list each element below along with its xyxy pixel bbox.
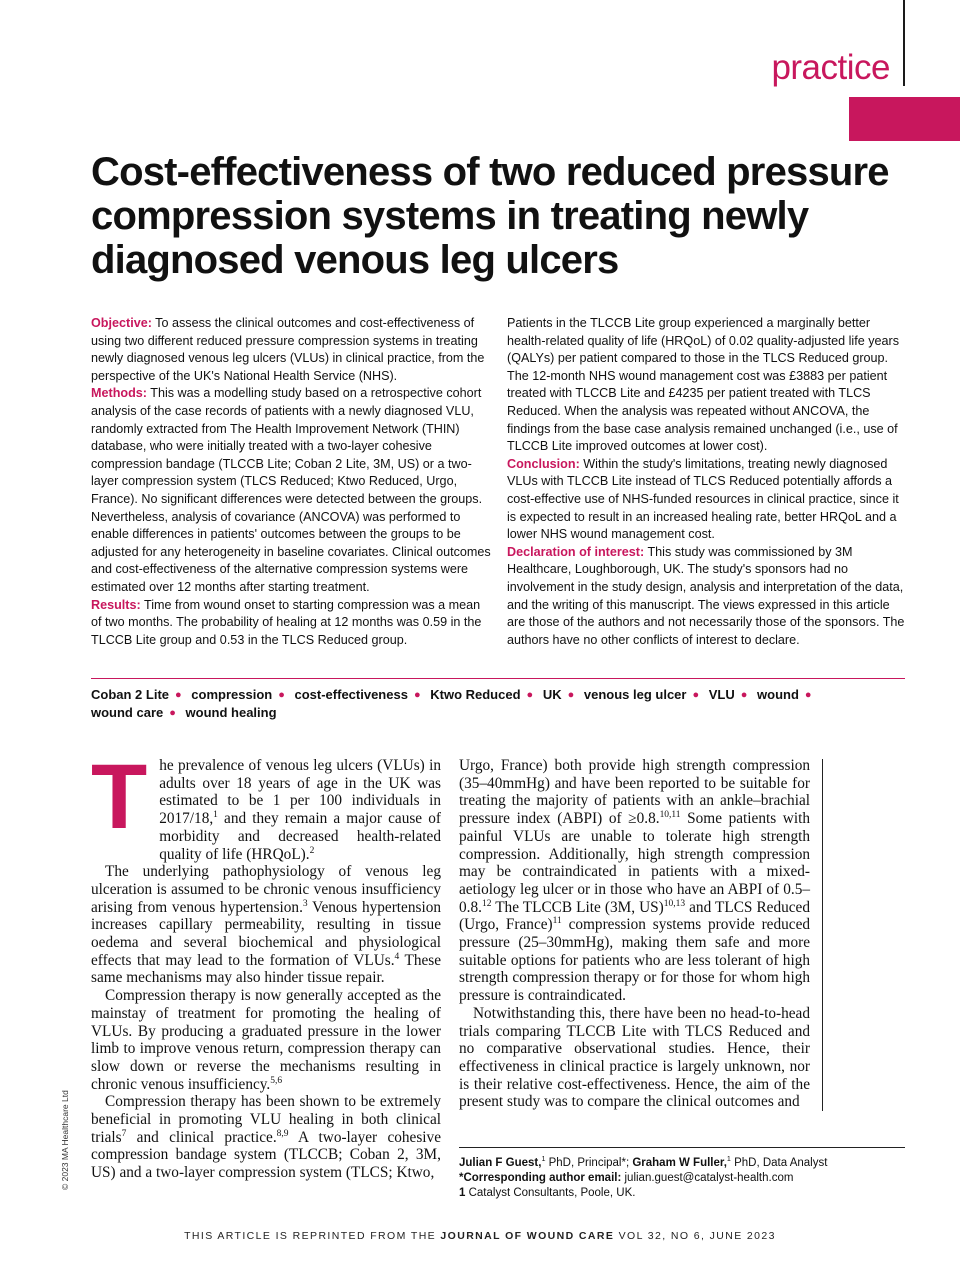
methods-text: This was a modelling study based on a retrospective cohort analysis of the case records of patients with a newly diagnosed VLU, randomly extracted from The Health Improvement Network (THIN) database, who were initially treated with a two-layer cohesive compression bandage (TLCCB Lite; Coban 2 Lite, 3M, US) or a two-layer compression system (TLCS Reduced; Ktwo Reduced, Urgo, France). No significant differences were detected between the groups. Nevertheless, analysis of covariance (ANCOVA) was performed to enable differences in patients' outcomes between the groups to be adjusted for any heterogeneity in baseline covariates. Clinical outcomes and cost-effectiveness of the alternative compression systems were estimated over 12 months after starting treatment. bbox=[91, 386, 491, 594]
drop-cap: T bbox=[91, 746, 148, 848]
footer-issue: VOL 32, NO 6, JUNE 2023 bbox=[614, 1230, 776, 1242]
author-2-ref: 1 bbox=[726, 1155, 731, 1164]
body-text: compression systems provide reduced pressure (25–30mmHg), making them safe and more suitable options for patients who are less tolerant of high strength compression therapy or for those for whom high pressure is contraindicated. bbox=[459, 916, 811, 1005]
abstract-objective bbox=[91, 315, 493, 385]
results-text: Time from wound onset to starting compression was a mean of two months. The probability of healing at 12 months was 0.59 in the TLCCB Lite group and 0.53 in the TLCS Reduced group. bbox=[91, 597, 482, 647]
keyword: wound healing bbox=[185, 705, 277, 720]
body-text: and TLCS Reduced (Urgo, France) bbox=[459, 898, 810, 934]
body-paragraph-4 bbox=[91, 1093, 441, 1182]
results-label: Results: bbox=[91, 597, 141, 612]
footer-journal: JOURNAL OF WOUND CARE bbox=[440, 1230, 615, 1242]
objective-label: Objective: bbox=[91, 316, 152, 330]
body-paragraph-6: Notwithstanding this, there have been no head-to-head trials comparing TLCCB Lite with TLCS Reduced and no comparative observational studies. Hence, their effectiveness in clinical practice is largely unknown, nor is their relative cost-effectiveness. Hence, the aim of the present study was to compare the clinical outcomes and bbox=[459, 1004, 810, 1111]
section-accent-bar bbox=[849, 97, 960, 141]
abstract-declaration bbox=[507, 544, 907, 650]
body-text: Urgo, France) both provide high strength compression (35–40mmHg) and have been reported to be suitable for treating the majority of patients with an ankle–brachial pressure index (ABPI) of ≥0.8. bbox=[459, 757, 810, 828]
citation: 10,11 bbox=[659, 810, 681, 821]
author-1-name: Julian F Guest, bbox=[459, 1157, 542, 1169]
corresponding-line bbox=[459, 1171, 909, 1186]
keyword: wound bbox=[757, 687, 799, 702]
bullet-dot-icon: ● bbox=[413, 689, 421, 701]
abstract-methods bbox=[91, 385, 493, 596]
bullet-dot-icon: ● bbox=[175, 689, 182, 701]
body-text: These same mechanisms may also hinder tissue repair. bbox=[91, 951, 441, 987]
author-2-name: Graham W Fuller, bbox=[632, 1157, 727, 1169]
abstract-results bbox=[91, 597, 493, 650]
conclusion-text: Within the study's limitations, treating newly diagnosed VLUs with TLCCB Lite instead of TLCS Reduced potentially affords a cost-effective use of NHS-funded resources in clinical practice, since it is expected to result in an increased healing rate, better HRQoL and a lower NHS wound management cost. bbox=[507, 456, 899, 542]
abstract-right-column bbox=[507, 315, 907, 649]
keyword: venous leg ulcer bbox=[583, 687, 687, 702]
affiliation-divider bbox=[459, 1147, 905, 1148]
bullet-dot-icon: ● bbox=[567, 689, 575, 701]
body-paragraph-5 bbox=[459, 757, 810, 1005]
citation: 3 bbox=[302, 898, 308, 909]
bullet-dot-icon: ● bbox=[526, 689, 534, 701]
keywords-divider bbox=[91, 678, 905, 679]
body-text: A two-layer cohesive compression bandage system (TLCCB; Coban 2, 3M, US) and a two-layer compression system (TLCS; Ktwo, bbox=[91, 1128, 441, 1182]
citation: 1 bbox=[213, 810, 218, 821]
citation: 2 bbox=[309, 845, 315, 856]
body-text: Venous hypertension increases capillary permeability, resulting in tissue oedema and several biochemical and physiological effects that may lead to the formation of VLUs. bbox=[91, 898, 441, 969]
body-text: he prevalence of venous leg ulcers (VLUs) in adults over 18 years of age in the UK was estimated to be 1 per 100 individuals in 2017/18, bbox=[159, 757, 441, 828]
author-2-role: PhD, Data Analyst bbox=[730, 1157, 828, 1169]
body-text: The underlying pathophysiology of venous leg ulceration is assumed to be chronic venous insufficiency arising from venous hypertension. bbox=[91, 863, 441, 916]
bullet-dot-icon: ● bbox=[169, 707, 176, 719]
body-paragraph-1 bbox=[91, 746, 441, 863]
affiliation-number: 1 bbox=[459, 1187, 466, 1199]
article-title: Cost-effectiveness of two reduced pressure compression systems in treating newly diagnosed venous leg ulcers bbox=[91, 150, 889, 282]
citation: 4 bbox=[394, 951, 400, 962]
body-paragraph-2 bbox=[91, 863, 441, 987]
body-column-right bbox=[459, 757, 810, 1111]
body-paragraph-3 bbox=[91, 987, 441, 1093]
author-1-ref: 1 bbox=[541, 1155, 546, 1164]
bullet-dot-icon: ● bbox=[740, 689, 748, 701]
page-footer bbox=[0, 1230, 960, 1242]
keywords-list bbox=[91, 686, 891, 722]
corresponding-label: *Corresponding author email: bbox=[459, 1172, 622, 1184]
bullet-dot-icon: ● bbox=[278, 689, 285, 701]
abstract-results-continued: Patients in the TLCCB Lite group experienced a marginally better health-related quality of life (HRQoL) of 0.02 quality-adjusted life years (QALYs) per patient compared to those in the TLCS Reduced group. The 12-month NHS wound management cost was £3883 per patient treated with TLCCB Lite and £4235 per patient treated with TLCS Reduced. When the analysis was repeated without ANCOVA, the findings from the base case analysis remained unchanged (i.e., use of TLCCB Lite improved outcomes at lower cost). bbox=[507, 316, 900, 454]
declaration-text: This study was commissioned by 3M Healthcare, Loughborough, UK. The study's sponsors had no involvement in the study design, analysis and interpretation of the data, and the writing of this manuscript. The views expressed in this article are those of the authors and not necessarily those of the sponsors. The authors have no other conflicts of interest to declare. bbox=[507, 544, 905, 647]
methods-label: Methods: bbox=[91, 386, 147, 401]
bullet-dot-icon: ● bbox=[692, 689, 700, 701]
corresponding-email[interactable]: julian.guest@catalyst-health.com bbox=[621, 1172, 794, 1184]
keyword: cost-effectiveness bbox=[294, 687, 408, 702]
citation: 10,13 bbox=[663, 898, 686, 909]
author-1-role: PhD, Principal*; bbox=[545, 1157, 633, 1169]
copyright-notice: © 2023 MA Healthcare Ltd bbox=[60, 1090, 70, 1190]
citation: 11 bbox=[552, 916, 562, 927]
keyword: Coban 2 Lite bbox=[91, 687, 170, 702]
keyword: UK bbox=[542, 687, 562, 702]
declaration-label: Declaration of interest: bbox=[507, 544, 645, 559]
keyword: Ktwo Reduced bbox=[430, 687, 521, 702]
keyword: wound care bbox=[91, 705, 164, 720]
body-text: The TLCCB Lite (3M, US) bbox=[491, 898, 664, 916]
section-label: practice bbox=[771, 48, 890, 87]
affiliation-line bbox=[459, 1186, 909, 1201]
body-column-left bbox=[91, 746, 441, 1182]
citation: 5,6 bbox=[270, 1075, 283, 1086]
author-affiliations bbox=[459, 1156, 909, 1201]
body-text: and clinical practice. bbox=[126, 1128, 277, 1146]
keyword: compression bbox=[191, 687, 273, 702]
author-line bbox=[459, 1156, 909, 1171]
conclusion-label: Conclusion: bbox=[507, 456, 580, 471]
header-divider bbox=[903, 0, 905, 86]
citation: 12 bbox=[481, 898, 492, 909]
keyword: VLU bbox=[708, 687, 735, 702]
objective-text: To assess the clinical outcomes and cost-effectiveness of using two different reduced pressure compression systems in treating newly diagnosed venous leg ulcers (VLUs) in clinical practice, from the perspective of the UK's National Health Service (NHS). bbox=[91, 316, 485, 383]
body-text: Compression therapy has been shown to be extremely beneficial in promoting VLU healing in both clinical trials bbox=[91, 1093, 441, 1146]
body-text: and they remain a major cause of morbidity and decreased health-related quality of life (HRQoL). bbox=[159, 810, 441, 863]
bullet-dot-icon: ● bbox=[804, 689, 812, 701]
citation: 8,9 bbox=[276, 1128, 289, 1139]
citation: 7 bbox=[121, 1128, 127, 1139]
body-text: Compression therapy is now generally accepted as the mainstay of treatment for promoting the healing of VLUs. By producing a graduated pressure in the lower limb to improve venous return, compression therapy can slow down or reverse the mechanisms resulting in chronic venous insufficiency. bbox=[91, 987, 441, 1093]
abstract-conclusion bbox=[507, 456, 907, 544]
footer-prefix: THIS ARTICLE IS REPRINTED FROM THE bbox=[184, 1230, 441, 1242]
body-text: Some patients with painful VLUs are unable to tolerate high strength compression. Additionally, high strength compression may be contraindicated in patients with a mixed-aetiology leg ulcer or in those who have an ABPI of 0.5–0.8. bbox=[459, 810, 810, 916]
column-divider bbox=[822, 759, 823, 1111]
affiliation-text: Catalyst Consultants, Poole, UK. bbox=[465, 1187, 636, 1199]
abstract-left-column bbox=[91, 315, 493, 649]
